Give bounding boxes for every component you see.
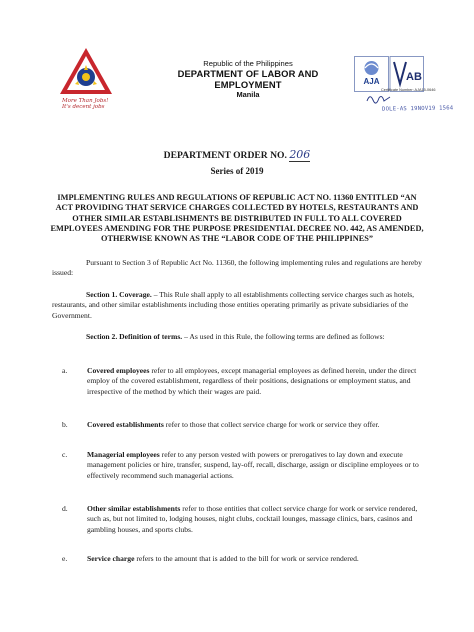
definition-item: a. Covered employees refer to all employees, except managerial employees as defined herein, under the direct employ of the covered establishment, regardless of their positions, designations or employment status, and irrespective of the method by which their wages are paid. <box>62 366 417 396</box>
section-1-heading: Section 1. Coverage. <box>86 290 152 299</box>
dole-motto: More Than Jobs! It's decent jobs <box>62 98 109 110</box>
agency-header <box>160 59 336 99</box>
department-name: DEPARTMENT OF LABOR AND EMPLOYMENT <box>177 68 319 90</box>
document-title: IMPLEMENTING RULES AND REGULATIONS OF REPUBLIC ACT NO. 11360 ENTITLED “AN ACT PROVIDING THAT SERVICE CHARGES COLLECTED BY HOTELS, RESTAURANTS AND OTHER SIMILAR ESTABLISHMENTS BE DISTRIBUTED IN FULL TO ALL COVERED EMPLOYEES AMENDING FOR THE PURPOSE PRESIDENTIAL DECREE NO. 442, AS AMENDED, OTHERWISE KNOWN AS THE “LABOR CODE OF THE PHILIPPINES” <box>50 193 424 244</box>
definition-item: c. Managerial employees refer to any person vested with powers or prerogatives to lay down and execute management policies or hire, transfer, suspend, lay-off, recall, discharge, assign or discipline employees or to effectively recommend such managerial actions. <box>62 450 419 480</box>
section-1-text: – This Rule shall apply to all establishments collecting service charges such as hotels, restaurants, and other similar establishments including those entities operating primarily as private subsidiaries of the Government. <box>52 290 415 320</box>
dole-seal-logo <box>58 46 114 104</box>
certification-marks <box>354 56 424 92</box>
section-1-paragraph <box>52 290 426 321</box>
intro-paragraph: Pursuant to Section 3 of Republic Act No. 11360, the following implementing rules and regulations are hereby issued: <box>52 258 422 278</box>
section-2-heading: Section 2. Definition of terms. <box>86 332 183 341</box>
definition-item: d. Other similar establishments refer to those entities that collect service charge for work or service rendered, such as, but not limited to, lodging houses, night clubs, cocktail lounges, massage clinics, bars, casinos and gambling houses, and sports clubs. <box>62 504 418 534</box>
section-2-text: – As used in this Rule, the following terms are defined as follows: <box>182 332 385 341</box>
aja-mark-label: AJA <box>363 77 380 86</box>
republic-label: Republic of the Philippines <box>203 59 293 68</box>
ab-mark-label: AB <box>406 71 422 83</box>
section-2-paragraph <box>52 332 426 342</box>
signature-scribble <box>366 92 392 104</box>
definition-term: Covered employees <box>87 366 150 375</box>
city-label: Manila <box>236 90 260 99</box>
receiving-stamp: DOLE-AS 19NOV19 1564 <box>381 105 454 113</box>
definition-term: Other similar establishments <box>87 504 181 513</box>
definition-item: e. Service charge refers to the amount that is added to the bill for work or service rendered. <box>62 554 359 563</box>
series-label: Series of 2019 <box>210 166 264 176</box>
order-number: 206 <box>289 148 311 161</box>
definition-term: Service charge <box>87 554 135 563</box>
certificate-number: Certificate Number: AJA15-0646 <box>381 88 436 92</box>
definition-term: Covered establishments <box>87 420 164 429</box>
definition-item: b. Covered establishments refer to those that collect service charge for work or service they offer. <box>62 420 380 429</box>
department-order-line <box>0 148 474 162</box>
order-prefix: DEPARTMENT ORDER NO. <box>163 150 287 161</box>
definition-term: Managerial employees <box>87 450 160 459</box>
